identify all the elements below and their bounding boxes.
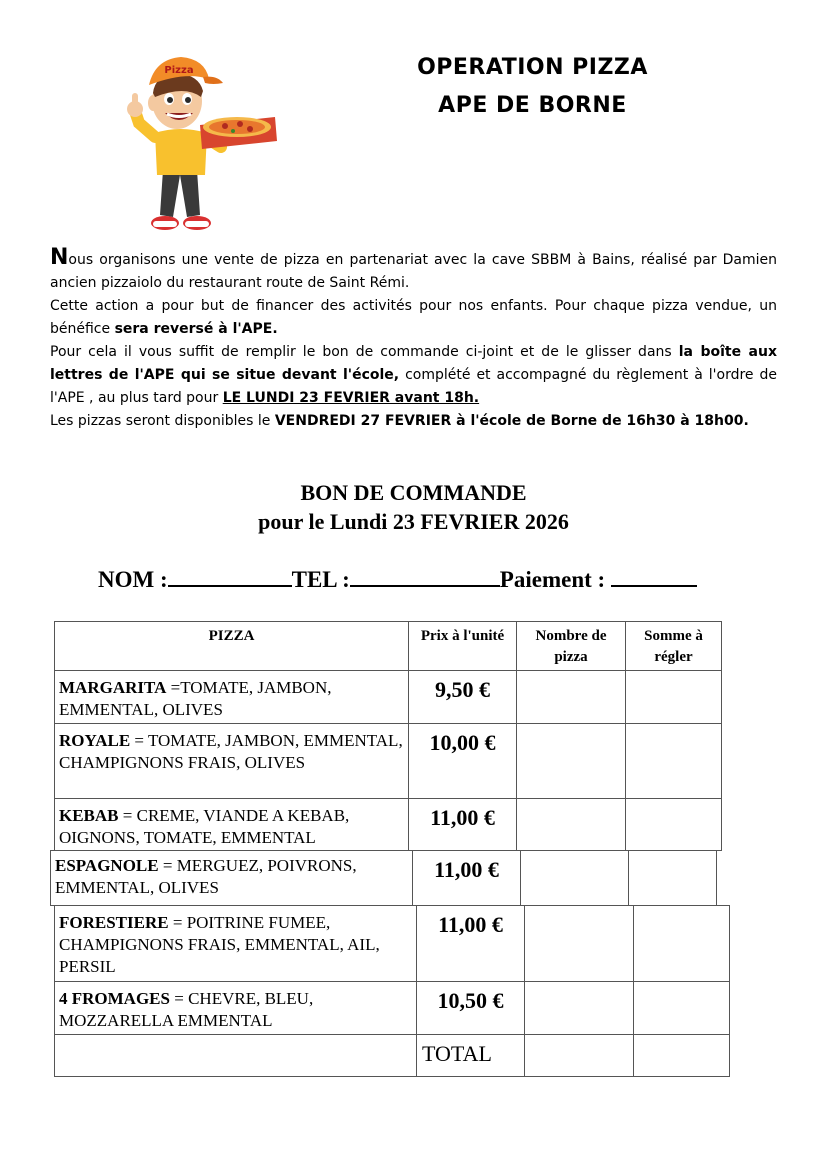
amount-cell[interactable] bbox=[626, 799, 722, 851]
order-title-line1: BON DE COMMANDE bbox=[300, 480, 527, 505]
customer-fields bbox=[98, 565, 697, 593]
price-cell: 11,00 € bbox=[417, 906, 525, 982]
price-cell: 11,00 € bbox=[413, 851, 521, 906]
header-nombre: Nombre de pizza bbox=[517, 622, 626, 671]
pizza-name: KEBAB bbox=[59, 806, 119, 825]
total-quantity-cell[interactable] bbox=[525, 1035, 634, 1077]
intro-p3-bold: la boîte aux lettres de l'APE qui se situe devant l'école, bbox=[50, 344, 777, 383]
amount-cell[interactable] bbox=[634, 906, 730, 982]
table-row bbox=[55, 982, 730, 1035]
quantity-cell[interactable] bbox=[525, 906, 634, 982]
intro-p1-text: ous organisons une vente de pizza en partenariat avec la cave SBBM à Bains, réalisé par Damien ancien pizzaiolo du restaurant route de Saint Rémi. bbox=[50, 252, 777, 291]
table-header-row bbox=[55, 622, 722, 671]
total-row bbox=[55, 1035, 730, 1077]
price-cell: 10,50 € bbox=[417, 982, 525, 1035]
deadline: LE LUNDI 23 FEVRIER avant 18h. bbox=[222, 390, 480, 406]
intro-paragraph-2 bbox=[50, 295, 777, 341]
separator: = bbox=[130, 731, 148, 750]
pizza-delivery-boy-icon bbox=[125, 45, 285, 240]
amount-cell[interactable] bbox=[629, 851, 717, 906]
amount-cell[interactable] bbox=[626, 724, 722, 799]
pizza-name: ESPAGNOLE bbox=[55, 856, 159, 875]
pizza-cell bbox=[51, 851, 413, 906]
pizza-ingredients: POITRINE FUMEE, CHAMPIGNONS FRAIS, EMMENTAL, AIL, PERSIL bbox=[59, 913, 380, 976]
intro-paragraph-4 bbox=[50, 410, 777, 433]
pizza-cell bbox=[55, 724, 409, 799]
order-table-top bbox=[54, 621, 722, 851]
separator: = bbox=[168, 913, 187, 932]
pizza-ingredients: CHEVRE, BLEU, MOZZARELLA EMMENTAL bbox=[59, 989, 314, 1030]
cap-text: Pizza bbox=[164, 65, 194, 76]
nom-label: NOM : bbox=[98, 567, 168, 592]
pizza-ingredients: TOMATE, JAMBON, EMMENTAL, OLIVES bbox=[59, 678, 332, 719]
amount-cell[interactable] bbox=[634, 982, 730, 1035]
pizza-cell bbox=[55, 671, 409, 724]
paiement-field[interactable] bbox=[611, 565, 697, 587]
pizza-cell bbox=[55, 982, 417, 1035]
page-title-line1: OPERATION PIZZA bbox=[417, 55, 648, 80]
paiement-label: Paiement : bbox=[499, 567, 606, 592]
page-title-line2: APE DE BORNE bbox=[438, 93, 627, 118]
intro-p3-text1: Pour cela il vous suffit de remplir le bon de commande ci-joint et de le glisser dans bbox=[50, 344, 679, 360]
nom-field[interactable] bbox=[168, 565, 292, 587]
table-row bbox=[51, 851, 717, 906]
separator: = bbox=[169, 989, 189, 1008]
table-row bbox=[55, 906, 730, 982]
table-row bbox=[55, 724, 722, 799]
pizza-ingredients: TOMATE, JAMBON, EMMENTAL, CHAMPIGNONS FRAIS, OLIVES bbox=[59, 731, 403, 772]
quantity-cell[interactable] bbox=[517, 799, 626, 851]
header-somme: Somme à régler bbox=[626, 622, 722, 671]
intro-p2-text: Cette action a pour but de financer des activités pour nos enfants. Pour chaque pizza vendue, un bénéfice bbox=[50, 298, 777, 337]
intro-p4-text: Les pizzas seront disponibles le bbox=[50, 413, 275, 429]
amount-cell[interactable] bbox=[626, 671, 722, 724]
total-empty-cell bbox=[55, 1035, 417, 1077]
pizza-name: MARGARITA bbox=[59, 678, 167, 697]
pizza-name: FORESTIERE bbox=[59, 913, 169, 932]
intro-paragraph-1 bbox=[50, 246, 777, 295]
price-cell: 9,50 € bbox=[409, 671, 517, 724]
order-table-espagnole bbox=[50, 850, 717, 906]
order-title-line2: pour le Lundi 23 FEVRIER 2026 bbox=[258, 509, 569, 534]
intro-paragraph-3 bbox=[50, 341, 777, 410]
quantity-cell[interactable] bbox=[521, 851, 629, 906]
intro-p4-bold: VENDREDI 27 FEVRIER à l'école de Borne de 16h30 à 18h00. bbox=[274, 413, 749, 429]
quantity-cell[interactable] bbox=[525, 982, 634, 1035]
tel-field[interactable] bbox=[350, 565, 500, 587]
header-prix: Prix à l'unité bbox=[409, 622, 517, 671]
pizza-ingredients: CREME, VIANDE A KEBAB, OIGNONS, TOMATE, EMMENTAL bbox=[59, 806, 350, 847]
order-table-bottom bbox=[54, 905, 730, 1077]
quantity-cell[interactable] bbox=[517, 724, 626, 799]
pizza-name: ROYALE bbox=[59, 731, 131, 750]
total-label: TOTAL bbox=[417, 1035, 525, 1077]
dropcap: N bbox=[50, 245, 69, 270]
pizza-cell bbox=[55, 799, 409, 851]
separator: = bbox=[166, 678, 181, 697]
separator: = bbox=[158, 856, 177, 875]
header-pizza: PIZZA bbox=[55, 622, 409, 671]
intro-p3-text2: complété et accompagné du règlement à l'ordre de l'APE , au plus tard pour bbox=[50, 367, 777, 406]
pizza-name: 4 FROMAGES bbox=[59, 989, 170, 1008]
separator: = bbox=[118, 806, 137, 825]
tel-label: TEL : bbox=[291, 567, 350, 592]
intro-text bbox=[50, 246, 777, 433]
pizza-ingredients: MERGUEZ, POIVRONS, EMMENTAL, OLIVES bbox=[55, 856, 357, 897]
table-row bbox=[55, 799, 722, 851]
pizza-cell bbox=[55, 906, 417, 982]
intro-p2-bold: sera reversé à l'APE. bbox=[114, 321, 278, 337]
table-row bbox=[55, 671, 722, 724]
total-amount-cell[interactable] bbox=[634, 1035, 730, 1077]
price-cell: 10,00 € bbox=[409, 724, 517, 799]
price-cell: 11,00 € bbox=[409, 799, 517, 851]
quantity-cell[interactable] bbox=[517, 671, 626, 724]
